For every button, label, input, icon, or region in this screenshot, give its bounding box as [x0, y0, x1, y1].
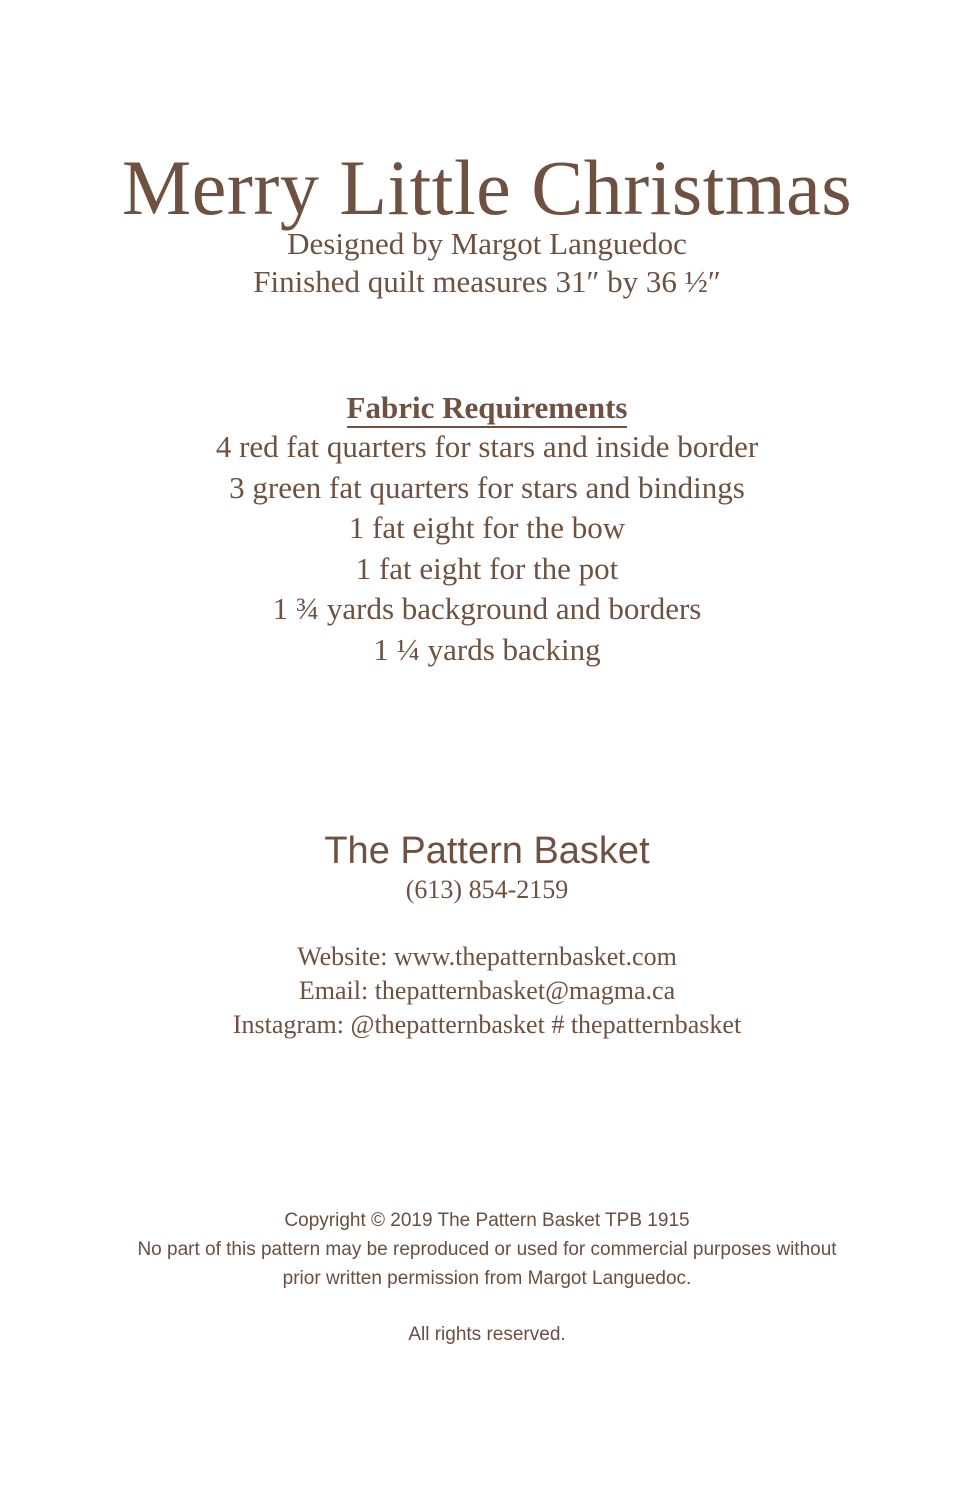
copyright-notice: Copyright © 2019 The Pattern Basket TPB 1915: [284, 1210, 690, 1231]
reproduction-notice-line-1: No part of this pattern may be reproduced or used for commercial purposes without: [137, 1239, 837, 1260]
fabric-requirements-heading: [0, 388, 974, 428]
company-name: The Pattern Basket: [324, 830, 650, 872]
quilt-dimensions: Finished quilt measures 31″ by 36 ½″: [253, 264, 721, 299]
fabric-item-pot: 1 fat eight for the pot: [355, 550, 619, 586]
fabric-requirements-list: [0, 427, 974, 670]
fabric-item-background: 1 ¾ yards background and borders: [272, 591, 702, 626]
company-website: Website: www.thepatternbasket.com: [297, 942, 677, 971]
company-phone: (613) 854-2159: [405, 875, 569, 904]
company-instagram: Instagram: @thepatternbasket # thepatternbasket: [232, 1010, 742, 1039]
fabric-item-red-fat-quarters: 4 red fat quarters for stars and inside border: [215, 429, 759, 464]
fabric-requirements-heading-text: Fabric Requirements: [347, 390, 628, 428]
fabric-item-green-fat-quarters: 3 green fat quarters for stars and bindings: [229, 469, 745, 505]
fabric-item-bow: 1 fat eight for the bow: [348, 510, 626, 545]
reproduction-notice-line-2: prior written permission from Margot Languedoc.: [282, 1268, 692, 1289]
pattern-title: Merry Little Christmas: [121, 144, 853, 231]
designer-credit: Designed by Margot Languedoc: [287, 226, 687, 261]
company-email: Email: thepatternbasket@magma.ca: [298, 976, 676, 1005]
fabric-item-backing: 1 ¼ yards backing: [373, 631, 601, 667]
rights-reserved: All rights reserved.: [408, 1324, 566, 1345]
